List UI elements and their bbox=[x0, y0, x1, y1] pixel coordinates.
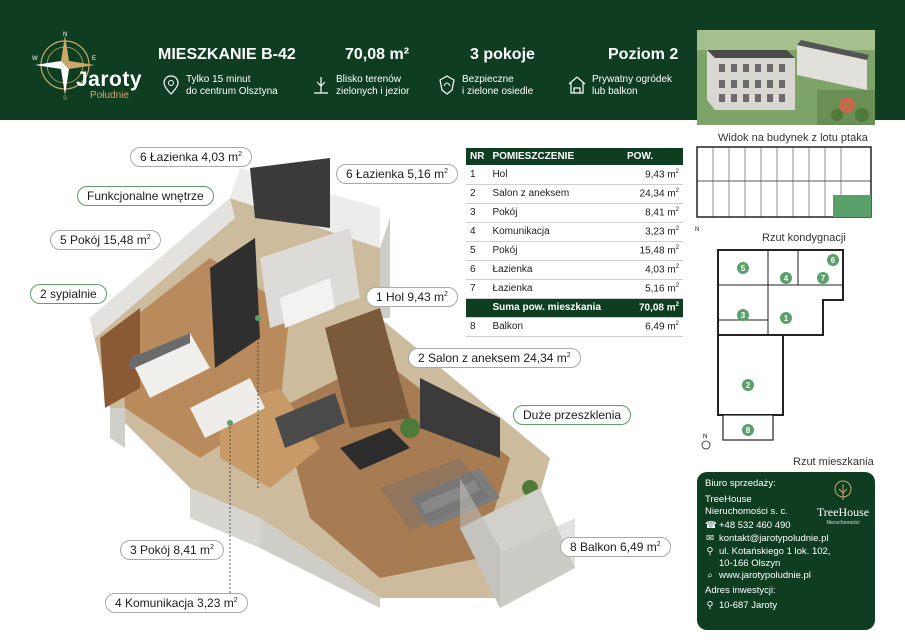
phone-line[interactable]: ☎ +48 532 460 490 bbox=[705, 520, 791, 531]
brand-name: Jaroty bbox=[76, 68, 143, 91]
search-icon: ⌕ bbox=[707, 570, 713, 581]
brand-subtitle: Południe bbox=[90, 90, 129, 101]
location-pin-icon bbox=[160, 74, 182, 96]
garden-icon bbox=[566, 74, 588, 96]
email-line[interactable]: ✉ kontakt@jarotypoludnie.pl bbox=[706, 533, 829, 544]
table-row bbox=[466, 279, 683, 298]
compass-south: S bbox=[63, 96, 68, 100]
plan-num-4: 4 bbox=[783, 274, 789, 283]
table-row-balcony bbox=[466, 317, 683, 336]
investment-title: Adres inwestycji: bbox=[705, 585, 776, 596]
plan-num-7: 7 bbox=[820, 274, 826, 283]
row-name: Komunikacja bbox=[488, 222, 623, 241]
feature-line: Tylko 15 minut bbox=[186, 74, 251, 85]
plan-num-2: 2 bbox=[745, 381, 751, 390]
table-sum-row bbox=[466, 298, 683, 317]
plan-num-8: 8 bbox=[745, 426, 751, 435]
table-row bbox=[466, 222, 683, 241]
rooms-table bbox=[466, 148, 683, 337]
row-area: 5,16 $m^2$ bbox=[623, 279, 683, 298]
table-row bbox=[466, 241, 683, 260]
phone-icon: ☎ bbox=[705, 520, 717, 531]
header-banner bbox=[0, 0, 905, 120]
label-funkcjonalne: Funkcjonalne wnętrze bbox=[77, 186, 214, 206]
plan-north: N bbox=[703, 434, 708, 440]
label-balkon: 8 Balkon 6,49 $m^2$ bbox=[560, 537, 671, 557]
row-area: 4,03 $m^2$ bbox=[623, 260, 683, 279]
row-area: 8,41 $m^2$ bbox=[623, 203, 683, 222]
label-pokoj-5: 5 Pokój 15,48 $m^2$ bbox=[50, 230, 161, 250]
label-sypialnie: 2 sypialnie bbox=[30, 284, 107, 304]
row-nr: 6 bbox=[466, 260, 488, 279]
floor-plan-image bbox=[693, 143, 875, 233]
feature-line: Bezpieczne bbox=[462, 74, 514, 85]
sales-office-title: Biuro sprzedaży: bbox=[705, 478, 776, 489]
label-przeszklenia: Duże przeszklenia bbox=[513, 405, 631, 425]
plan-num-6: 6 bbox=[830, 256, 836, 265]
floor-north: N bbox=[695, 227, 700, 233]
plan-num-5: 5 bbox=[740, 264, 746, 273]
apartment-title: MIESZKANIE B-42 bbox=[158, 46, 296, 63]
feature-line: Blisko terenów bbox=[336, 74, 402, 85]
row-nr: 2 bbox=[466, 184, 488, 203]
apartment-plan-image bbox=[698, 240, 870, 450]
plan-num-3: 3 bbox=[740, 311, 746, 320]
row-name: Salon z aneksem bbox=[488, 184, 623, 203]
sum-label: Suma pow. mieszkania bbox=[488, 298, 623, 317]
header-nr: NR bbox=[466, 148, 488, 165]
row-name: Balkon bbox=[488, 317, 623, 336]
mail-icon: ✉ bbox=[706, 533, 714, 544]
company-name: TreeHouse bbox=[705, 494, 752, 505]
row-area: 24,34 $m^2$ bbox=[623, 184, 683, 203]
plan-num-1: 1 bbox=[783, 314, 789, 323]
row-name: Pokój bbox=[488, 203, 623, 222]
row-nr: 3 bbox=[466, 203, 488, 222]
company-name-2: Nieruchomości s. c. bbox=[705, 506, 788, 517]
shield-leaf-icon bbox=[436, 74, 458, 96]
row-name: Łazienka bbox=[488, 260, 623, 279]
treehouse-name: TreeHouse bbox=[816, 505, 870, 519]
sum-area: 70,08 $m^2$ bbox=[623, 298, 683, 317]
row-name: Łazienka bbox=[488, 279, 623, 298]
feature-line: zielonych i jezior bbox=[336, 86, 410, 97]
row-nr: 1 bbox=[466, 165, 488, 184]
treehouse-sub: Nieruchomości bbox=[826, 520, 860, 526]
feature-nature bbox=[336, 74, 409, 98]
row-nr: 8 bbox=[466, 317, 488, 336]
compass-west: W bbox=[32, 56, 38, 62]
address-line: ⚲ ul. Kotańskiego 1 lok. 102, bbox=[706, 546, 831, 557]
label-pokoj-3: 3 Pokój 8,41 $m^2$ bbox=[120, 540, 224, 560]
row-nr: 5 bbox=[466, 241, 488, 260]
apartment-caption: Rzut mieszkania bbox=[793, 456, 874, 468]
aerial-building-image bbox=[697, 30, 875, 125]
label-komunikacja: 4 Komunikacja 3,23 $m^2$ bbox=[105, 593, 248, 613]
apartment-level: Poziom 2 bbox=[608, 46, 679, 63]
feature-safe bbox=[462, 74, 533, 98]
apartment-area: 70,08 m² bbox=[345, 46, 410, 63]
header-room: POMIESZCZENIE bbox=[488, 148, 623, 165]
feature-garden bbox=[592, 74, 672, 98]
table-row bbox=[466, 165, 683, 184]
floor-caption: Rzut kondygnacji bbox=[762, 232, 846, 244]
location-pin-icon: ⚲ bbox=[706, 546, 714, 557]
aerial-caption: Widok na budynek z lotu ptaka bbox=[718, 132, 868, 144]
contact-box bbox=[697, 472, 875, 630]
feature-location bbox=[186, 74, 278, 98]
investment-address: ⚲ 10-687 Jaroty bbox=[706, 600, 778, 611]
header-area: POW. bbox=[623, 148, 683, 165]
row-nr: 4 bbox=[466, 222, 488, 241]
tree-icon bbox=[831, 480, 855, 502]
location-pin-icon: ⚲ bbox=[706, 600, 714, 611]
label-lazienka-7: 6 Łazienka 5,16 $m^2$ bbox=[336, 164, 458, 184]
row-nr: 7 bbox=[466, 279, 488, 298]
treehouse-logo bbox=[815, 480, 871, 526]
jaroty-logo bbox=[30, 30, 150, 110]
feature-line: Prywatny ogródek bbox=[592, 74, 673, 85]
row-area: 6,49 $m^2$ bbox=[623, 317, 683, 336]
label-lazienka-6: 6 Łazienka 4,03 $m^2$ bbox=[130, 147, 252, 167]
nature-icon bbox=[310, 74, 332, 96]
table-header bbox=[466, 148, 683, 165]
table-row bbox=[466, 203, 683, 222]
row-area: 15,48 $m^2$ bbox=[623, 241, 683, 260]
web-line[interactable]: ⌕ www.jarotypoludnie.pl bbox=[705, 570, 811, 581]
compass-east: E bbox=[92, 56, 97, 62]
row-name: Pokój bbox=[488, 241, 623, 260]
row-area: 9,43 $m^2$ bbox=[623, 165, 683, 184]
feature-line: i zielone osiedle bbox=[462, 86, 534, 97]
label-salon: 2 Salon z aneksem 24,34 $m^2$ bbox=[408, 348, 581, 368]
table-row bbox=[466, 260, 683, 279]
row-name: Hol bbox=[488, 165, 623, 184]
compass-north: N bbox=[63, 32, 68, 38]
address-line-2: 10-166 Olszyn bbox=[719, 558, 781, 569]
feature-line: lub balkon bbox=[592, 86, 638, 97]
apartment-rooms: 3 pokoje bbox=[470, 46, 535, 63]
table-row bbox=[466, 184, 683, 203]
feature-line: do centrum Olsztyna bbox=[186, 86, 278, 97]
label-hol: 1 Hol 9,43 $m^2$ bbox=[366, 287, 458, 307]
row-area: 3,23 $m^2$ bbox=[623, 222, 683, 241]
